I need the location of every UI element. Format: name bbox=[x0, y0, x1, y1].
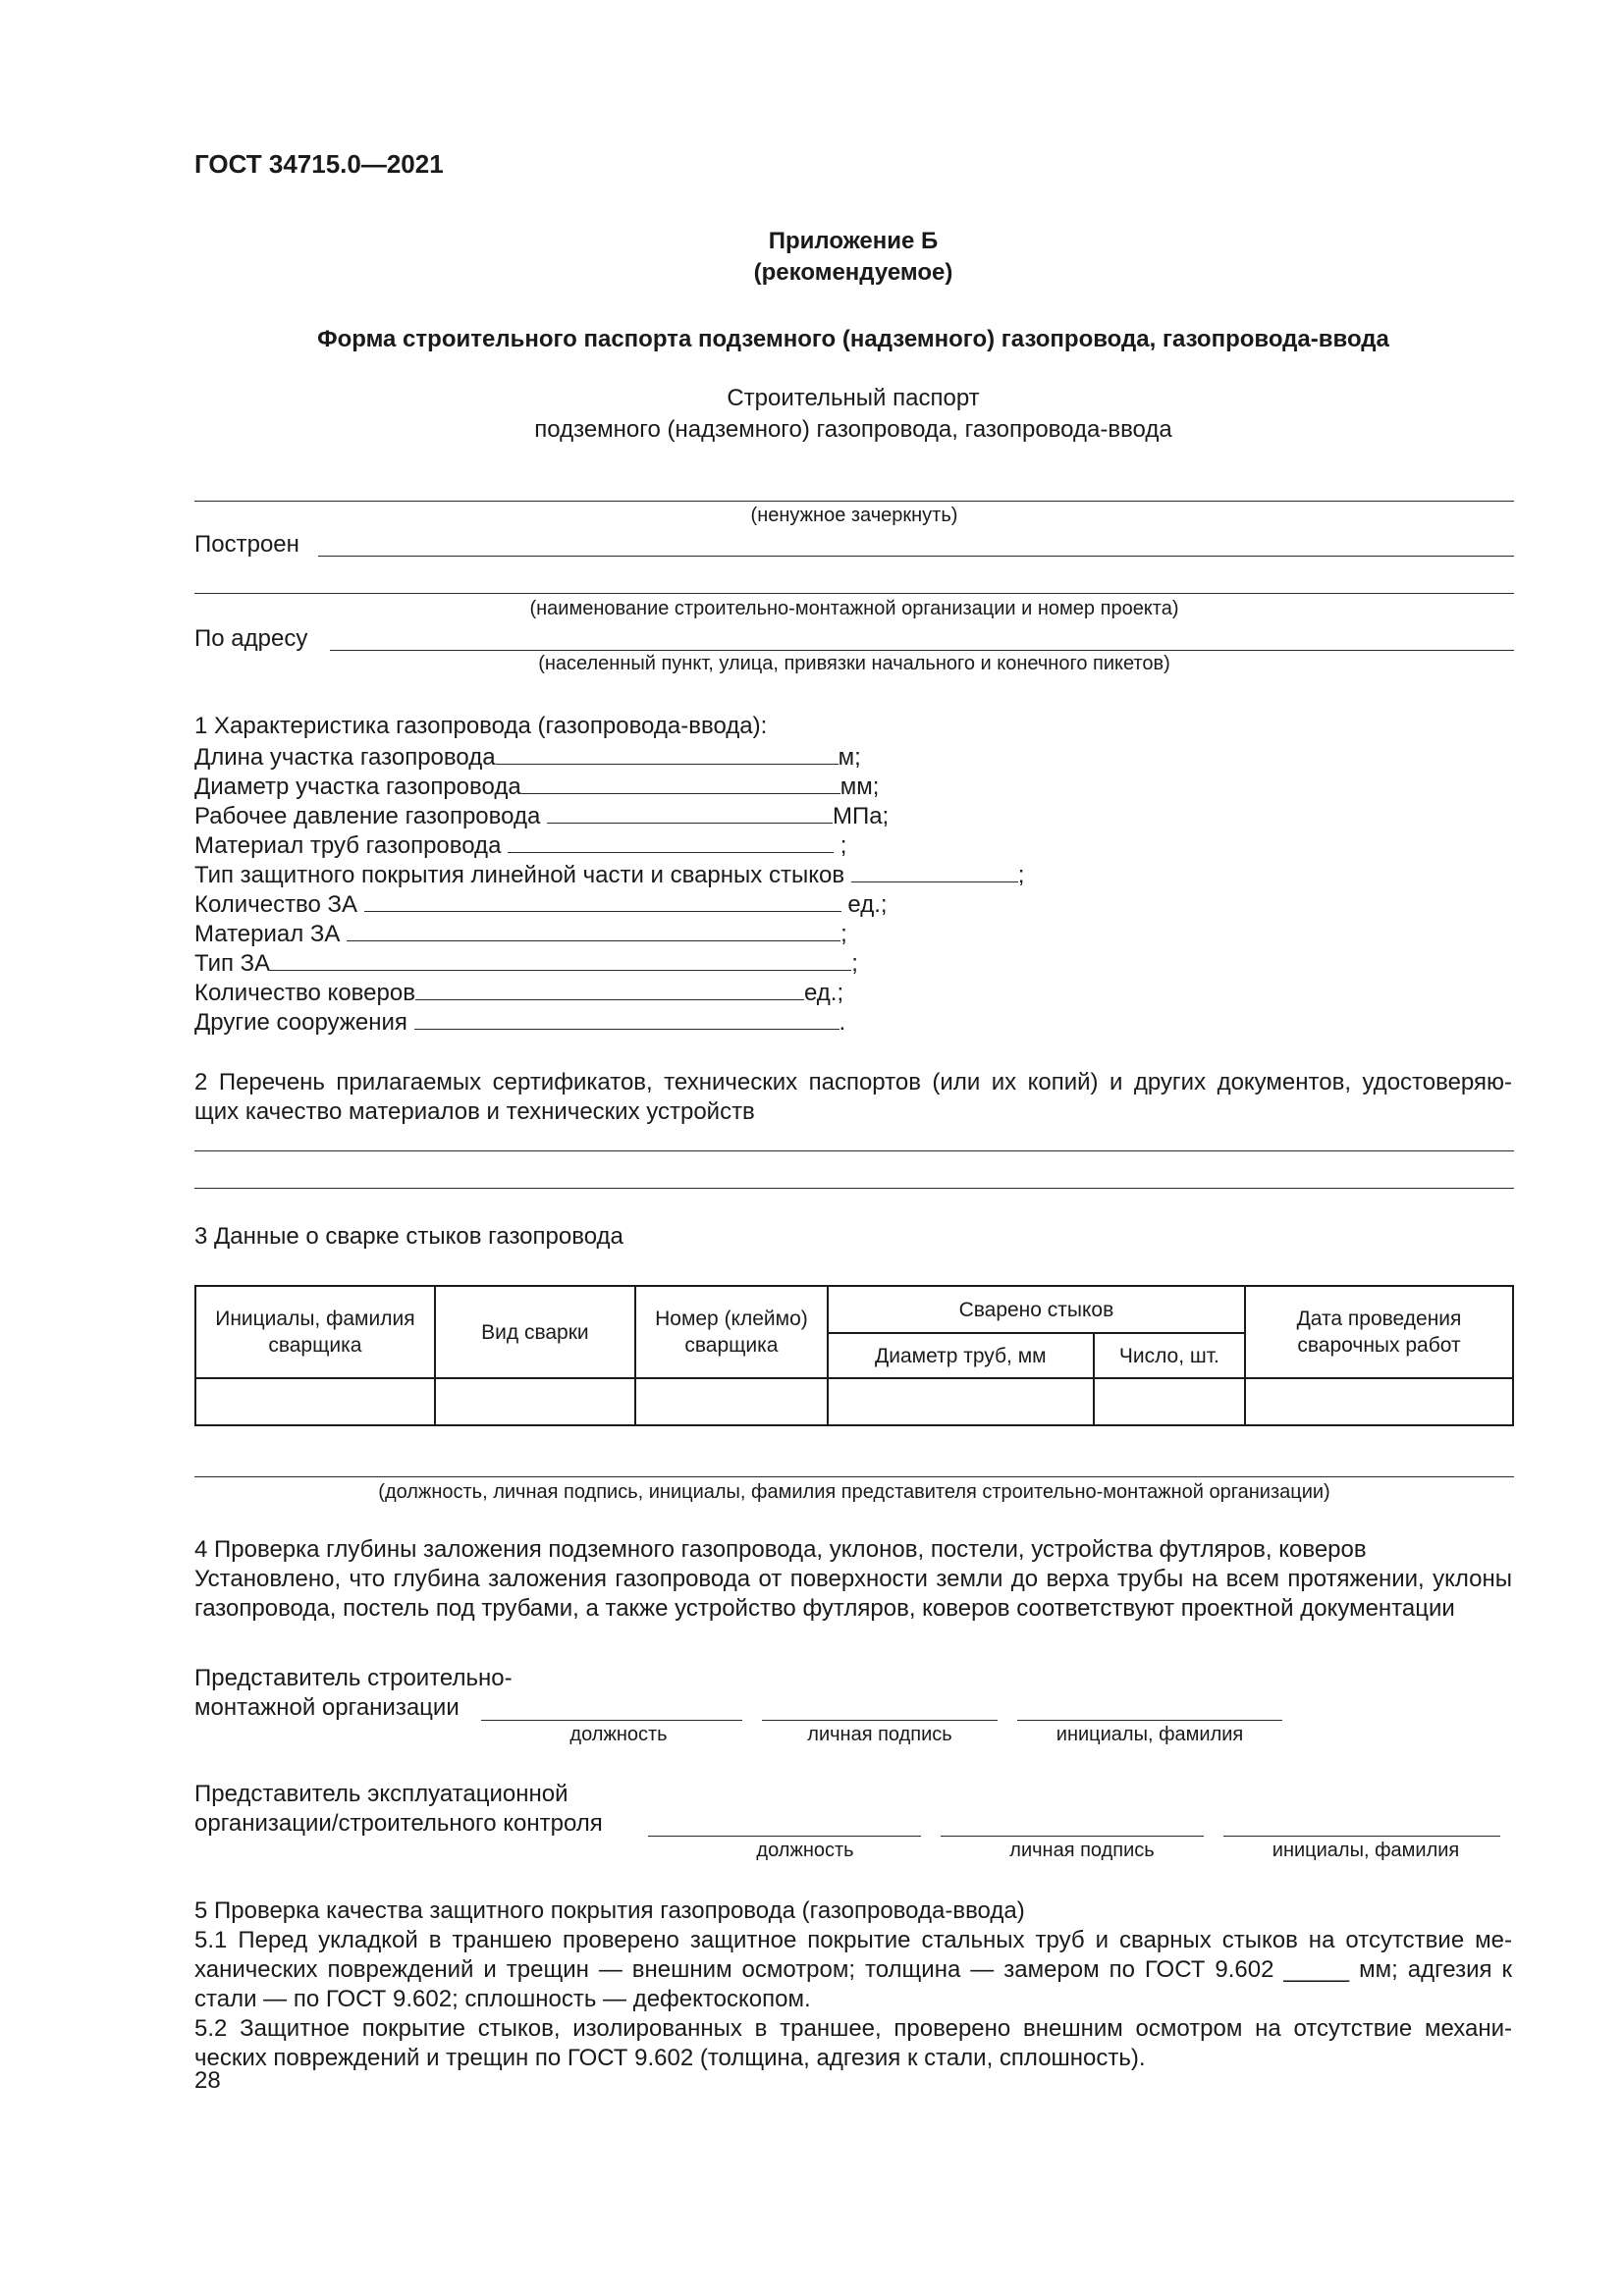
other-structures-input[interactable] bbox=[414, 1007, 839, 1030]
field-label: Количество коверов bbox=[194, 980, 415, 1006]
col-header-date: Дата проведения сварочных работ bbox=[1245, 1286, 1513, 1378]
section4-line2: Установлено, что глубина заложения газопровода от поверхности земли до верха трубы на всем протяжении, уклоны bbox=[194, 1566, 1512, 1592]
built-field[interactable] bbox=[318, 556, 1514, 557]
documents-line2[interactable] bbox=[194, 1188, 1514, 1189]
section5-text bbox=[194, 1896, 1512, 2073]
section2-line2: щих качество материалов и технических устройств bbox=[194, 1098, 755, 1125]
cell-date[interactable] bbox=[1245, 1378, 1513, 1425]
section5-p1-line2: ханических повреждений и трещин — внешним осмотром; толщина — замером по ГОСТ 9.602 _____ мм; адгезия к bbox=[194, 1956, 1512, 1983]
documents-line1[interactable] bbox=[194, 1150, 1514, 1151]
form-title: Форма строительного паспорта подземного (надземного) газопровода, газопровода-ввода bbox=[317, 326, 1389, 352]
coating-type-input[interactable] bbox=[851, 860, 1018, 882]
cell-diameter[interactable] bbox=[828, 1378, 1094, 1425]
pipeline-type-line[interactable] bbox=[194, 501, 1514, 502]
appendix-status: (рекомендуемое) bbox=[753, 259, 953, 286]
valve-type-input[interactable] bbox=[270, 948, 851, 971]
section4-heading: 4 Проверка глубины заложения подземного газопровода, уклонов, постели, устройства футляров, коверов bbox=[194, 1536, 1367, 1563]
rep2-label-line1: Представитель эксплуатационной bbox=[194, 1781, 568, 1807]
rep1-signature-field[interactable] bbox=[762, 1720, 998, 1721]
rep1-position-field[interactable] bbox=[481, 1720, 742, 1721]
pressure-input[interactable] bbox=[547, 801, 833, 824]
field-carpet-count bbox=[194, 978, 843, 1007]
field-valve-material bbox=[194, 919, 847, 948]
carpet-count-input[interactable] bbox=[415, 978, 804, 1000]
section2-line1: 2 Перечень прилагаемых сертификатов, технических паспортов (или их копий) и других документов, удостоверяю- bbox=[194, 1069, 1512, 1095]
field-length bbox=[194, 742, 861, 772]
address-caption: (населенный пункт, улица, привязки начального и конечного пикетов) bbox=[538, 653, 1170, 674]
field-label: Количество ЗА bbox=[194, 891, 364, 918]
field-suffix: ; bbox=[840, 921, 847, 947]
field-suffix: . bbox=[839, 1009, 846, 1036]
rep1-position-caption: должность bbox=[569, 1724, 668, 1745]
section4-line3: газопровода, постель под трубами, а также устройство футляров, коверов соответствуют проектной документации bbox=[194, 1595, 1455, 1622]
field-suffix: ; bbox=[851, 950, 858, 977]
appendix-title: Приложение Б bbox=[768, 228, 939, 254]
valve-count-input[interactable] bbox=[364, 889, 841, 912]
field-suffix: ; bbox=[1017, 862, 1025, 888]
valve-material-input[interactable] bbox=[347, 919, 840, 941]
field-coating-type bbox=[194, 860, 1024, 889]
field-suffix: ; bbox=[834, 832, 847, 859]
strike-note: (ненужное зачеркнуть) bbox=[750, 505, 958, 526]
rep1-signature-caption: личная подпись bbox=[807, 1724, 952, 1745]
section5-p2-line2: ческих повреждений и трещин по ГОСТ 9.602 (толщина, адгезия к стали, сплошность). bbox=[194, 2045, 1146, 2071]
rep2-name-caption: инициалы, фамилия bbox=[1272, 1840, 1460, 1861]
field-label: Длина участка газопровода bbox=[194, 744, 496, 771]
cell-stamp[interactable] bbox=[635, 1378, 828, 1425]
field-label: Другие сооружения bbox=[194, 1009, 414, 1036]
field-label: Диаметр участка газопровода bbox=[194, 774, 521, 800]
rep2-label-line2: организации/строительного контроля bbox=[194, 1810, 603, 1837]
passport-title-line2: подземного (надземного) газопровода, газопровода-ввода bbox=[534, 416, 1172, 443]
field-label: Тип защитного покрытия линейной части и сварных стыков bbox=[194, 862, 851, 888]
field-valve-type bbox=[194, 948, 858, 978]
built-label: Построен bbox=[194, 531, 299, 558]
rep1-name-field[interactable] bbox=[1017, 1720, 1282, 1721]
field-valve-count bbox=[194, 889, 888, 919]
rep2-signature-field[interactable] bbox=[941, 1836, 1204, 1837]
pipe-material-input[interactable] bbox=[508, 830, 834, 853]
field-suffix: ед.; bbox=[840, 891, 888, 918]
field-suffix: мм; bbox=[839, 774, 880, 800]
rep2-signature-caption: личная подпись bbox=[1009, 1840, 1155, 1861]
field-pipe-material bbox=[194, 830, 846, 860]
field-suffix: ед.; bbox=[803, 980, 844, 1006]
section4-text bbox=[194, 1535, 1512, 1624]
rep1-name-caption: инициалы, фамилия bbox=[1056, 1724, 1244, 1745]
section5-p1-line1: 5.1 Перед укладкой в траншею проверено защитное покрытие стальных труб и сварных стыков на отсутствие ме- bbox=[194, 1927, 1512, 1953]
col-header-welder: Инициалы, фамилия сварщика bbox=[195, 1286, 435, 1378]
rep2-position-field[interactable] bbox=[648, 1836, 921, 1837]
table-row bbox=[195, 1378, 1513, 1425]
section3-heading: 3 Данные о сварке стыков газопровода bbox=[194, 1223, 623, 1250]
cell-welder[interactable] bbox=[195, 1378, 435, 1425]
rep1-label-line1: Представитель строительно- bbox=[194, 1665, 513, 1691]
field-label: Материал ЗА bbox=[194, 921, 348, 947]
rep2-name-field[interactable] bbox=[1223, 1836, 1500, 1837]
col-header-diameter: Диаметр труб, мм bbox=[828, 1333, 1094, 1378]
field-suffix: м; bbox=[838, 744, 861, 771]
page-number: 28 bbox=[194, 2067, 221, 2094]
field-label: Рабочее давление газопровода bbox=[194, 803, 547, 829]
document-id: ГОСТ 34715.0—2021 bbox=[194, 149, 444, 179]
field-label: Материал труб газопровода bbox=[194, 832, 509, 859]
table-header-row bbox=[195, 1286, 1513, 1333]
col-header-count: Число, шт. bbox=[1094, 1333, 1245, 1378]
field-suffix: МПа; bbox=[832, 803, 890, 829]
org-field-line2[interactable] bbox=[194, 593, 1514, 594]
diameter-input[interactable] bbox=[521, 772, 840, 794]
section5-heading: 5 Проверка качества защитного покрытия газопровода (газопровода-ввода) bbox=[194, 1897, 1025, 1924]
address-field[interactable] bbox=[330, 650, 1514, 651]
cell-count[interactable] bbox=[1094, 1378, 1245, 1425]
org-caption: (наименование строительно-монтажной организации и номер проекта) bbox=[529, 598, 1179, 619]
field-label: Тип ЗА bbox=[194, 950, 271, 977]
length-input[interactable] bbox=[496, 742, 839, 765]
col-header-weld-type: Вид сварки bbox=[435, 1286, 635, 1378]
field-pressure bbox=[194, 801, 889, 830]
signature-caption-smo: (должность, личная подпись, инициалы, фамилия представителя строительно-монтажной организации) bbox=[378, 1481, 1330, 1503]
section5-p2-line1: 5.2 Защитное покрытие стыков, изолированных в траншее, проверено внешним осмотром на отсутствие механи- bbox=[194, 2015, 1512, 2042]
section2-text bbox=[194, 1068, 1512, 1127]
cell-weld-type[interactable] bbox=[435, 1378, 635, 1425]
field-other-structures bbox=[194, 1007, 845, 1037]
address-label: По адресу bbox=[194, 625, 308, 652]
col-header-welded: Сварено стыков bbox=[828, 1286, 1245, 1333]
field-diameter bbox=[194, 772, 879, 801]
section1-heading: 1 Характеристика газопровода (газопровода-ввода): bbox=[194, 713, 768, 739]
rep1-label-line2: монтажной организации bbox=[194, 1694, 460, 1721]
passport-title-line1: Строительный паспорт bbox=[727, 385, 980, 411]
section5-p1-line3: стали — по ГОСТ 9.602; сплошность — дефектоскопом. bbox=[194, 1986, 811, 2012]
rep2-position-caption: должность bbox=[756, 1840, 854, 1861]
signature-line-smo[interactable] bbox=[194, 1476, 1514, 1477]
col-header-stamp: Номер (клеймо) сварщика bbox=[635, 1286, 828, 1378]
weld-table bbox=[194, 1285, 1514, 1426]
